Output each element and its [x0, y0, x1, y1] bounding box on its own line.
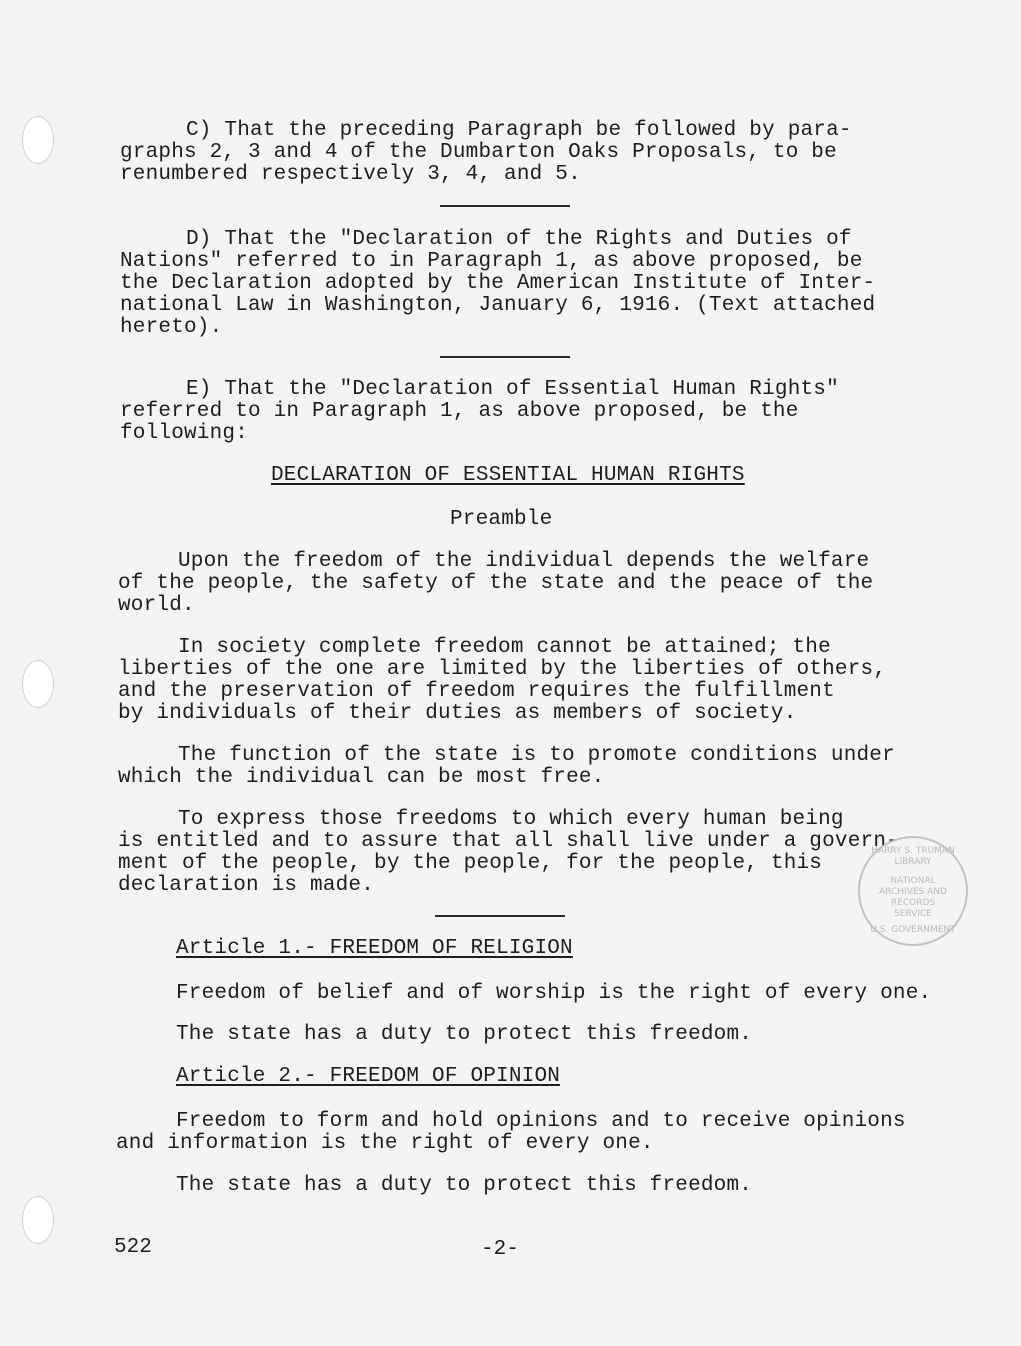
paragraph-c-line: C) That the preceding Paragraph be followed by para- — [186, 119, 852, 142]
paragraph-e-line: referred to in Paragraph 1, as above proposed, be the — [120, 400, 799, 423]
declaration-title: DECLARATION OF ESSENTIAL HUMAN RIGHTS — [271, 464, 745, 487]
preamble-heading: Preamble — [450, 508, 553, 531]
stamp-line: ARCHIVES AND — [879, 887, 947, 897]
section-divider — [435, 915, 565, 917]
preamble-line: In society complete freedom cannot be attained; the — [178, 636, 831, 659]
preamble-line: of the people, the safety of the state and the peace of the — [118, 572, 874, 595]
article-1-heading: Article 1.- FREEDOM OF RELIGION — [176, 937, 573, 960]
paragraph-c-line: graphs 2, 3 and 4 of the Dumbarton Oaks Proposals, to be — [120, 141, 837, 164]
article-2-text: and information is the right of every one. — [116, 1132, 654, 1155]
punch-hole — [22, 116, 54, 164]
stamp-line: HARRY S. TRUMAN LIBRARY — [871, 846, 955, 867]
preamble-line: ment of the people, by the people, for the people, this — [118, 852, 823, 875]
article-1-text: The state has a duty to protect this freedom. — [176, 1023, 753, 1046]
stamp-line: NATIONAL — [890, 876, 936, 886]
preamble-line: world. — [118, 594, 195, 617]
article-2-heading: Article 2.- FREEDOM OF OPINION — [176, 1065, 561, 1088]
paragraph-e-line: E) That the "Declaration of Essential Human Rights" — [186, 378, 839, 401]
paragraph-d-line: national Law in Washington, January 6, 1916. (Text attached — [120, 294, 876, 317]
punch-hole — [22, 660, 54, 708]
preamble-line: and the preservation of freedom requires the fulfillment — [118, 680, 835, 703]
preamble-line: liberties of the one are limited by the liberties of others, — [118, 658, 887, 681]
paragraph-d-line: D) That the "Declaration of the Rights and Duties of — [186, 228, 852, 251]
document-number: 522 — [114, 1236, 152, 1259]
article-1-text: Freedom of belief and of worship is the right of every one. — [176, 982, 932, 1005]
stamp-line: U.S. GOVERNMENT — [870, 925, 956, 935]
preamble-line: declaration is made. — [118, 874, 375, 897]
stamp-line: SERVICE — [894, 909, 932, 919]
paragraph-c-line: renumbered respectively 3, 4, and 5. — [120, 163, 581, 186]
archive-stamp — [858, 836, 968, 946]
preamble-line: by individuals of their duties as members of society. — [118, 702, 797, 725]
section-divider — [440, 356, 570, 358]
paragraph-d-line: Nations" referred to in Paragraph 1, as above proposed, be — [120, 250, 863, 273]
preamble-line: which the individual can be most free. — [118, 766, 605, 789]
paragraph-d-line: hereto). — [120, 316, 223, 339]
paragraph-d-line: the Declaration adopted by the American Institute of Inter- — [120, 272, 876, 295]
stamp-line: RECORDS — [890, 898, 936, 908]
paragraph-e-line: following: — [120, 422, 249, 445]
preamble-line: is entitled and to assure that all shall live under a govern- — [118, 830, 899, 853]
page-number: -2- — [481, 1238, 519, 1261]
section-divider — [440, 205, 570, 207]
article-2-text: Freedom to form and hold opinions and to receive opinions — [176, 1110, 906, 1133]
preamble-line: The function of the state is to promote conditions under — [178, 744, 895, 767]
preamble-line: To express those freedoms to which every human being — [178, 808, 844, 831]
article-2-text: The state has a duty to protect this freedom. — [176, 1174, 753, 1197]
preamble-line: Upon the freedom of the individual depends the welfare — [178, 550, 870, 573]
punch-hole — [22, 1196, 54, 1244]
